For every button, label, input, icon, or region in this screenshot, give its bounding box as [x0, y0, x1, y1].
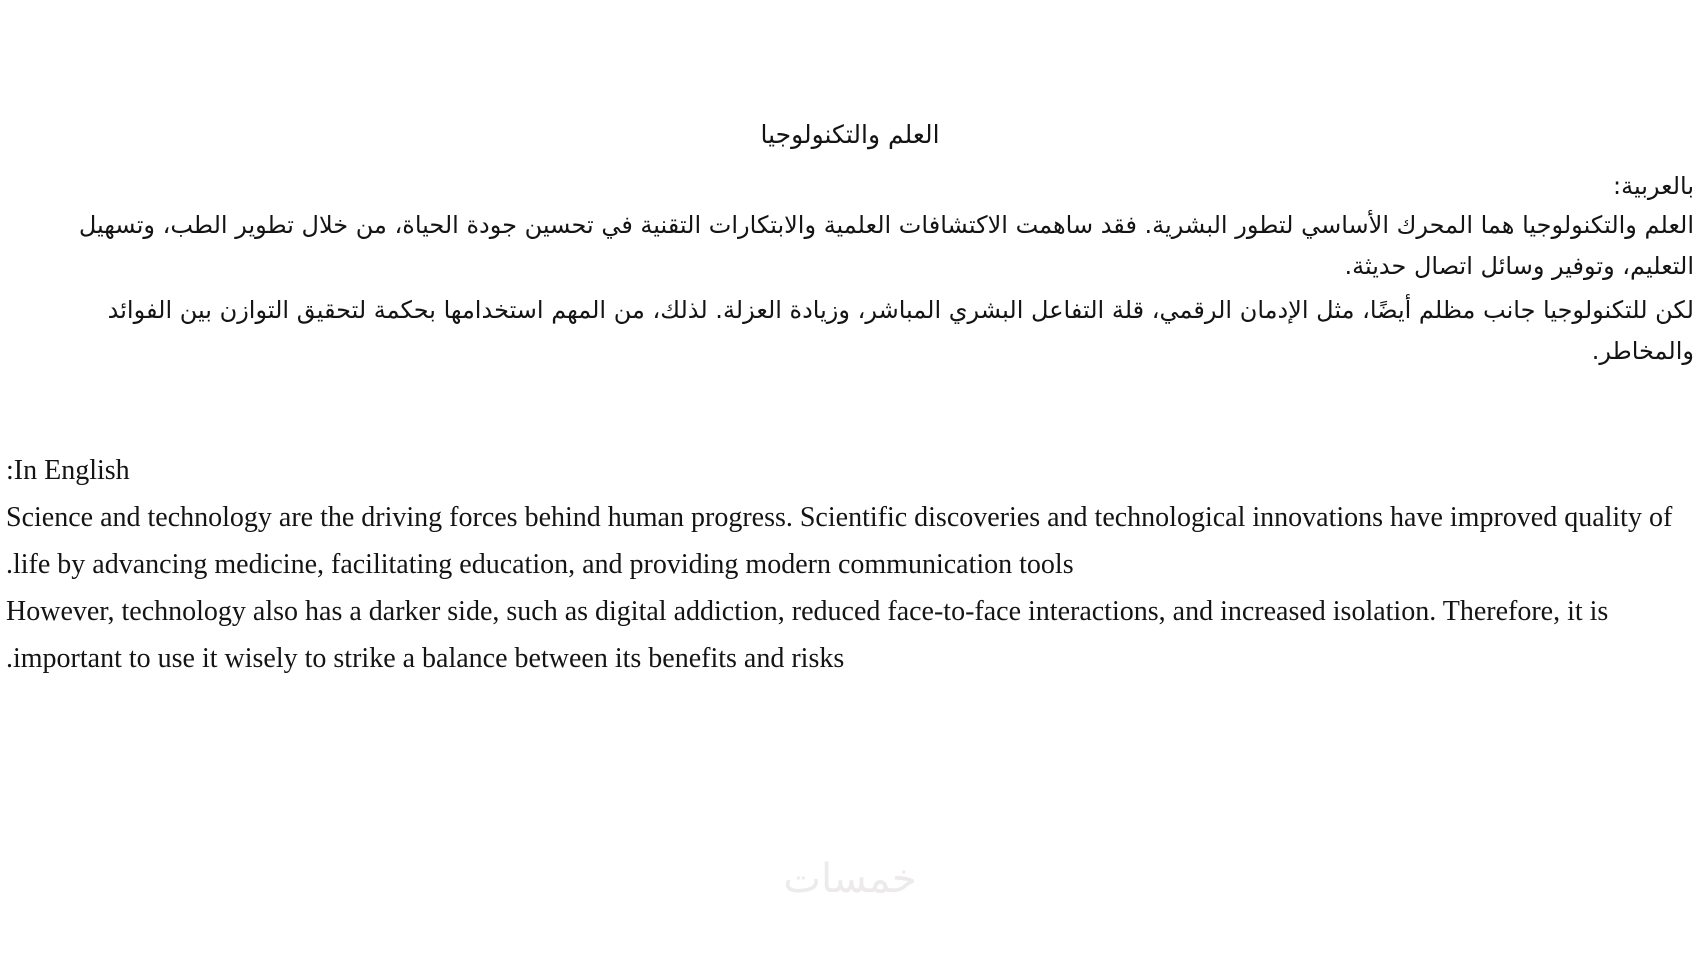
arabic-language-label: بالعربية: — [1613, 172, 1694, 200]
document-title: العلم والتكنولوجيا — [760, 120, 940, 149]
arabic-paragraph-2: لكن للتكنولوجيا جانب مظلم أيضًا، مثل الإدمان الرقمي، قلة التفاعل البشري المباشر، وزيادة العزلة. لذلك، من المهم استخدامها بحكمة لتحقيق التوازن بين الفوائد والمخاطر. — [107, 296, 1694, 365]
watermark-logo: خمسات — [783, 856, 917, 902]
english-section — [0, 447, 1700, 682]
arabic-section — [0, 118, 1700, 372]
english-paragraph-2: However, technology also has a darker side, such as digital addiction, reduced face-to-face interactions, and increased isolation. Therefore, it is important to use it wisely to strike a balance between its benefits and risks. — [6, 596, 1609, 674]
arabic-paragraph-1: العلم والتكنولوجيا هما المحرك الأساسي لتطور البشرية. فقد ساهمت الاكتشافات العلمية والابتكارات التقنية في تحسين جودة الحياة، من خلال تطوير الطب، وتسهيل التعليم، وتوفير وسائل اتصال حديثة. — [78, 211, 1694, 280]
english-language-label: In English: — [6, 455, 130, 486]
english-paragraph-1: Science and technology are the driving forces behind human progress. Scientific discoveries and technological innovations have improved quality of life by advancing medicine, facilitating education, and providing modern communication tools. — [6, 502, 1673, 580]
